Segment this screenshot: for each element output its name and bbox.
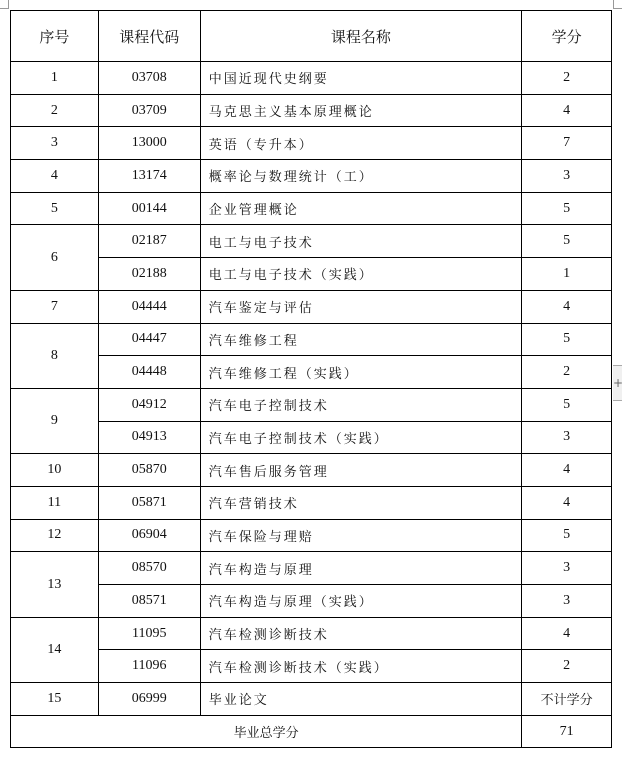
table-row	[11, 650, 612, 683]
credit-cell: 不计学分	[522, 683, 612, 716]
seq-cell: 14	[11, 617, 99, 682]
total-row	[11, 715, 612, 748]
credit-cell: 4	[522, 290, 612, 323]
table-row	[11, 258, 612, 291]
course-code-cell: 05871	[98, 486, 200, 519]
seq-cell: 15	[11, 683, 99, 716]
seq-cell: 12	[11, 519, 99, 552]
table-row	[11, 421, 612, 454]
header-name: 课程名称	[200, 11, 521, 62]
seq-cell: 9	[11, 388, 99, 453]
course-code-cell: 13000	[98, 127, 200, 160]
course-name-cell: 汽车维修工程（实践）	[200, 356, 521, 389]
table-row	[11, 683, 612, 716]
seq-cell: 6	[11, 225, 99, 290]
course-code-cell: 06904	[98, 519, 200, 552]
course-name-cell: 汽车电子控制技术（实践）	[200, 421, 521, 454]
course-name-cell: 毕业论文	[200, 683, 521, 716]
course-code-cell: 11095	[98, 617, 200, 650]
page-corner-mark	[613, 0, 622, 9]
course-code-cell: 02188	[98, 258, 200, 291]
course-name-cell: 马克思主义基本原理概论	[200, 94, 521, 127]
course-name-cell: 汽车鉴定与评估	[200, 290, 521, 323]
course-code-cell: 04912	[98, 388, 200, 421]
course-name-cell: 汽车营销技术	[200, 486, 521, 519]
seq-cell: 4	[11, 160, 99, 193]
course-name-cell: 汽车售后服务管理	[200, 454, 521, 487]
credit-cell: 2	[522, 62, 612, 95]
course-code-cell: 00144	[98, 192, 200, 225]
course-code-cell: 04913	[98, 421, 200, 454]
credit-cell: 7	[522, 127, 612, 160]
header-code: 课程代码	[98, 11, 200, 62]
credit-cell: 3	[522, 160, 612, 193]
course-code-cell: 08571	[98, 585, 200, 618]
table-row	[11, 160, 612, 193]
course-table	[10, 10, 612, 748]
credit-cell: 3	[522, 421, 612, 454]
course-code-cell: 03709	[98, 94, 200, 127]
course-name-cell: 电工与电子技术（实践）	[200, 258, 521, 291]
credit-cell: 1	[522, 258, 612, 291]
table-row	[11, 454, 612, 487]
credit-cell: 2	[522, 650, 612, 683]
course-name-cell: 汽车保险与理赔	[200, 519, 521, 552]
table-row	[11, 617, 612, 650]
seq-cell: 13	[11, 552, 99, 617]
table-row	[11, 585, 612, 618]
table-row	[11, 486, 612, 519]
seq-cell: 5	[11, 192, 99, 225]
course-code-cell: 02187	[98, 225, 200, 258]
course-code-cell: 04444	[98, 290, 200, 323]
course-name-cell: 中国近现代史纲要	[200, 62, 521, 95]
total-label: 毕业总学分	[11, 715, 522, 748]
course-name-cell: 电工与电子技术	[200, 225, 521, 258]
table-row	[11, 323, 612, 356]
course-code-cell: 05870	[98, 454, 200, 487]
table-row	[11, 519, 612, 552]
course-code-cell: 11096	[98, 650, 200, 683]
seq-cell: 11	[11, 486, 99, 519]
header-credit: 学分	[522, 11, 612, 62]
table-row	[11, 192, 612, 225]
course-name-cell: 汽车构造与原理	[200, 552, 521, 585]
seq-cell: 1	[11, 62, 99, 95]
table-row	[11, 356, 612, 389]
table-header-row	[11, 11, 612, 62]
course-code-cell: 03708	[98, 62, 200, 95]
course-name-cell: 汽车构造与原理（实践）	[200, 585, 521, 618]
table-row	[11, 225, 612, 258]
page-corner-mark	[0, 0, 9, 9]
credit-cell: 5	[522, 388, 612, 421]
credit-cell: 5	[522, 192, 612, 225]
total-value: 71	[522, 715, 612, 748]
course-name-cell: 企业管理概论	[200, 192, 521, 225]
seq-cell: 2	[11, 94, 99, 127]
course-name-cell: 汽车维修工程	[200, 323, 521, 356]
table-row	[11, 62, 612, 95]
credit-cell: 2	[522, 356, 612, 389]
course-name-cell: 汽车检测诊断技术	[200, 617, 521, 650]
expand-plus-icon[interactable]: +	[613, 365, 622, 401]
credit-cell: 4	[522, 94, 612, 127]
credit-cell: 4	[522, 454, 612, 487]
table-row	[11, 552, 612, 585]
course-code-cell: 08570	[98, 552, 200, 585]
course-code-cell: 13174	[98, 160, 200, 193]
seq-cell: 7	[11, 290, 99, 323]
credit-cell: 5	[522, 225, 612, 258]
table-row	[11, 127, 612, 160]
credit-cell: 5	[522, 323, 612, 356]
credit-cell: 5	[522, 519, 612, 552]
course-code-cell: 04447	[98, 323, 200, 356]
table-row	[11, 94, 612, 127]
credit-cell: 3	[522, 585, 612, 618]
table-row	[11, 290, 612, 323]
course-code-cell: 06999	[98, 683, 200, 716]
header-seq: 序号	[11, 11, 99, 62]
course-code-cell: 04448	[98, 356, 200, 389]
course-name-cell: 汽车电子控制技术	[200, 388, 521, 421]
course-name-cell: 概率论与数理统计（工）	[200, 160, 521, 193]
seq-cell: 10	[11, 454, 99, 487]
table-row	[11, 388, 612, 421]
credit-cell: 4	[522, 617, 612, 650]
credit-cell: 3	[522, 552, 612, 585]
course-name-cell: 英语（专升本）	[200, 127, 521, 160]
credit-cell: 4	[522, 486, 612, 519]
seq-cell: 8	[11, 323, 99, 388]
seq-cell: 3	[11, 127, 99, 160]
course-name-cell: 汽车检测诊断技术（实践）	[200, 650, 521, 683]
